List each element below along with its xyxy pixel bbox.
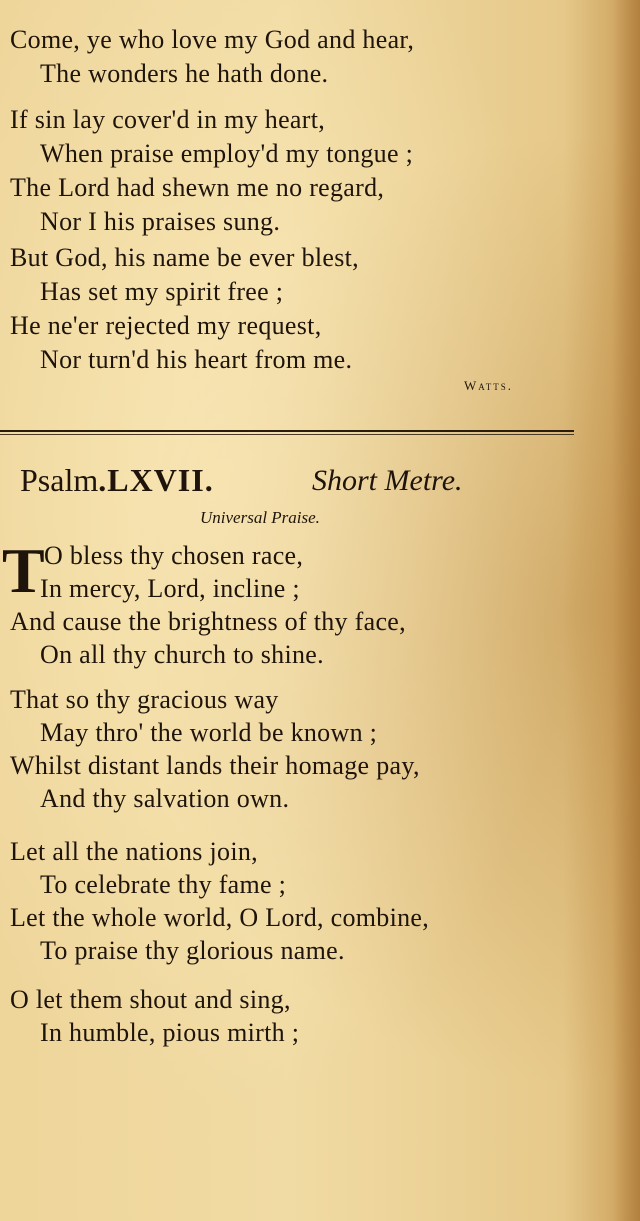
section-divider-thin (0, 434, 574, 435)
verse-line: When praise employ'd my tongue ; (40, 139, 414, 168)
psalm-heading (20, 460, 214, 500)
verse-line: O bless thy chosen race, (44, 541, 304, 570)
verse-line: O let them shout and sing, (10, 985, 291, 1014)
verse-line: To celebrate thy fame ; (40, 870, 287, 899)
verse-line: May thro' the world be known ; (40, 718, 378, 747)
psalm-label: Psalm (20, 462, 99, 498)
hymn-author: Watts. (464, 378, 514, 393)
verse-line: The wonders he hath done. (40, 59, 329, 88)
verse-line: And cause the brightness of thy face, (10, 607, 406, 636)
page-edge-shadow (612, 0, 640, 1221)
psalm-meter: Short Metre. (312, 464, 463, 497)
drop-cap: T (2, 535, 45, 606)
verse-line: That so thy gracious way (10, 685, 279, 714)
verse-line: Whilst distant lands their homage pay, (10, 751, 420, 780)
psalm-subtitle: Universal Praise. (200, 508, 320, 527)
verse-line: Come, ye who love my God and hear, (10, 25, 415, 54)
verse-line: Nor turn'd his heart from me. (40, 345, 353, 374)
verse-line: In humble, pious mirth ; (40, 1018, 300, 1047)
verse-line: On all thy church to shine. (40, 640, 324, 669)
verse-line: To praise thy glorious name. (40, 936, 345, 965)
verse-line: If sin lay cover'd in my heart, (10, 105, 326, 134)
verse-line: In mercy, Lord, incline ; (40, 574, 300, 603)
verse-line: But God, his name be ever blest, (10, 243, 359, 272)
verse-line: He ne'er rejected my request, (10, 311, 322, 340)
verse-line: Let all the nations join, (10, 837, 258, 866)
verse-line: Has set my spirit free ; (40, 277, 284, 306)
verse-line: And thy salvation own. (40, 784, 290, 813)
verse-line: Let the whole world, O Lord, combine, (10, 903, 430, 932)
verse-line: Nor I his praises sung. (40, 207, 281, 236)
section-divider (0, 430, 574, 432)
psalm-number: .LXVII. (98, 462, 214, 498)
verse-line: The Lord had shewn me no regard, (10, 173, 385, 202)
